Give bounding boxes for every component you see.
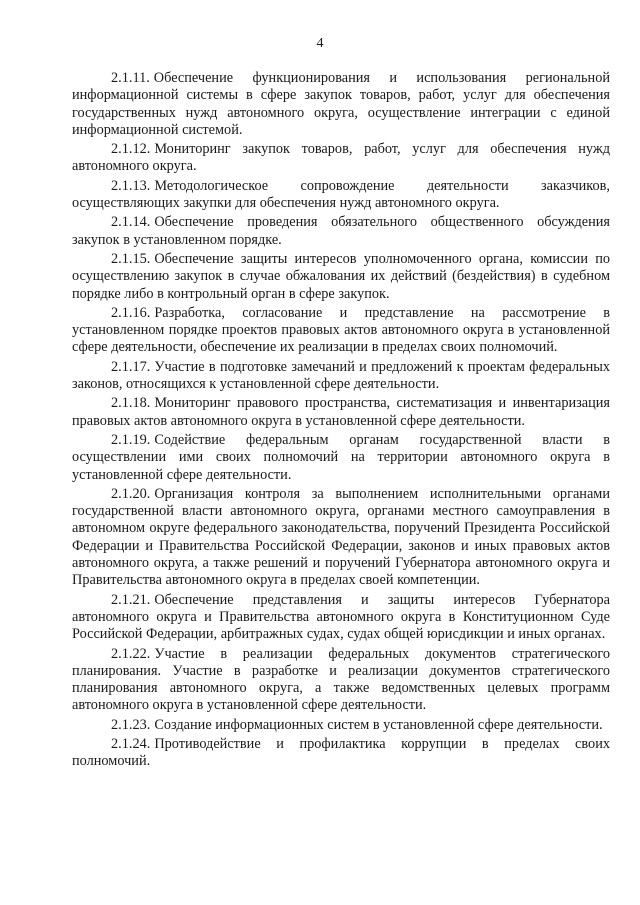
paragraph-text: Обеспечение функционирования и использования региональной информационной системы в сфере закупок товаров, работ, услуг для обеспечения государственных нужд автономного округа, осуществление интеграции с единой информационной системой. (72, 70, 610, 138)
paragraph-number: 2.1.23. (111, 716, 151, 733)
paragraph-2-1-11 (72, 70, 610, 139)
paragraph-number: 2.1.20. (111, 485, 151, 502)
paragraph-2-1-15 (72, 251, 610, 303)
paragraph-number: 2.1.24. (111, 735, 151, 752)
paragraph-2-1-13 (72, 178, 610, 213)
paragraph-number: 2.1.15. (111, 250, 151, 267)
paragraph-2-1-18 (72, 395, 610, 430)
paragraph-text: Обеспечение проведения обязательного общественного обсуждения закупок в установленном порядке. (72, 214, 610, 248)
page-number: 4 (316, 36, 324, 51)
paragraph-number: 2.1.14. (111, 214, 151, 231)
paragraph-number: 2.1.18. (111, 395, 151, 412)
paragraph-text: Участие в реализации федеральных документов стратегического планирования. Участие в разработке и реализации документов стратегического планирования автономного округа, а также ведомственных целевых программ автономного округа в установленной сфере деятельности. (72, 645, 610, 714)
paragraph-text: Создание информационных систем в установленной сфере деятельности. (154, 716, 603, 733)
paragraph-text: Участие в подготовке замечаний и предложений к проектам федеральных законов, относящихся к установленной сфере деятельности. (72, 358, 610, 393)
paragraph-text: Мониторинг правового пространства, систематизация и инвентаризация правовых актов автономного округа в установленной сфере деятельности. (72, 395, 610, 429)
paragraph-text: Разработка, согласование и представление на рассмотрение в установленном порядке проектов правовых актов автономного округа в установленной сфере деятельности, обеспечение их реализации в пределах своих полномочий. (72, 304, 610, 356)
paragraph-number: 2.1.17. (111, 358, 151, 375)
paragraph-2-1-16 (72, 305, 610, 357)
paragraph-2-1-17 (72, 359, 610, 394)
paragraph-number: 2.1.19. (111, 431, 151, 448)
document-body (72, 70, 610, 773)
paragraph-number: 2.1.12. (111, 141, 151, 158)
paragraph-number: 2.1.16. (111, 304, 151, 321)
paragraph-2-1-20 (72, 486, 610, 590)
paragraph-number: 2.1.21. (111, 591, 151, 608)
paragraph-2-1-24 (72, 736, 610, 771)
paragraph-2-1-12 (72, 141, 610, 176)
paragraph-2-1-14 (72, 214, 610, 249)
paragraph-number: 2.1.22. (111, 645, 151, 662)
paragraph-text: Обеспечение представления и защиты интересов Губернатора автономного округа и Правительства автономного округа в Конституционном Суде Российской Федерации, арбитражных судах, судах общей юрисдикции и иных органах. (72, 591, 610, 643)
paragraph-text: Методологическое сопровождение деятельности заказчиков, осуществляющих закупки для обеспечения нужд автономного округа. (72, 177, 610, 212)
paragraph-number: 2.1.13. (111, 177, 151, 194)
paragraph-number: 2.1.11. (111, 70, 150, 86)
paragraph-2-1-22 (72, 646, 610, 715)
paragraph-text: Мониторинг закупок товаров, работ, услуг для обеспечения нужд автономного округа. (72, 141, 610, 175)
paragraph-text: Организация контроля за выполнением исполнительными органами государственной власти автономного округа, органами местного самоуправления в автономном округе федерального законодательства, поручений Президента Российской Федерации и Правительства Российской Федерации, законов и иных правовых актов автономного округа, а также решений и поручений Губернатора автономного округа и Правительства автономного округа в пределах своей компетенции. (72, 485, 610, 589)
paragraph-text: Содействие федеральным органам государственной власти в осуществлении ими своих полномочий на территории автономного округа в установленной сфере деятельности. (72, 431, 610, 483)
paragraph-text: Противодействие и профилактика коррупции в пределах своих полномочий. (72, 735, 610, 770)
paragraph-2-1-19 (72, 432, 610, 484)
paragraph-2-1-21 (72, 592, 610, 644)
paragraph-text: Обеспечение защиты интересов уполномоченного органа, комиссии по осуществлению закупок в случае обжалования их действий (бездействия) в судебном порядке либо в контрольный орган в сфере закупок. (72, 250, 610, 302)
paragraph-2-1-23 (72, 717, 610, 734)
